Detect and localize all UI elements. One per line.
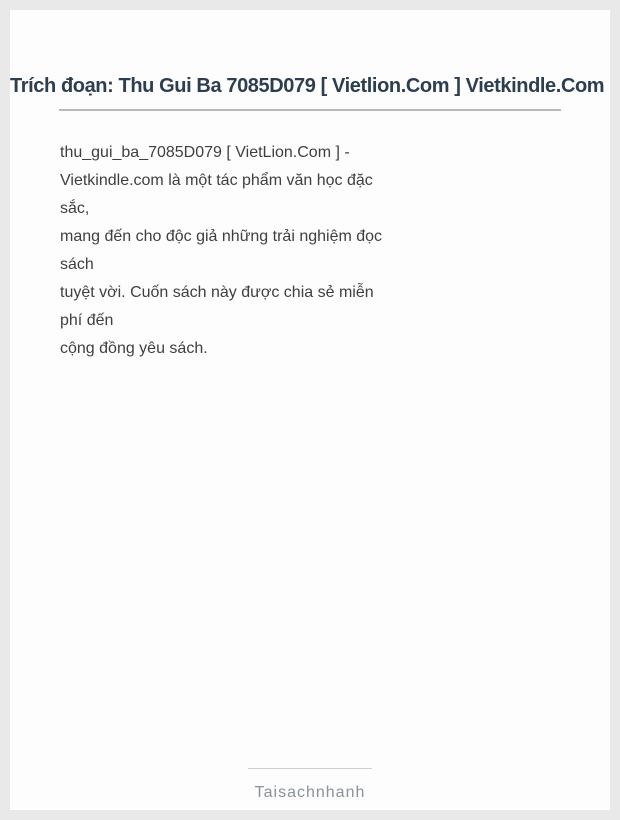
footer-divider xyxy=(248,768,372,769)
page-title: Trích đoạn: Thu Gui Ba 7085D079 [ Vietlion.Com ] Vietkindle.Com xyxy=(10,75,605,97)
excerpt-line: cộng đồng yêu sách. xyxy=(60,340,208,357)
excerpt-line: sách xyxy=(60,256,94,273)
content-card xyxy=(10,10,610,810)
excerpt-line: Vietkindle.com là một tác phẩm văn học đặc xyxy=(60,172,373,189)
excerpt-line: thu_gui_ba_7085D079 [ VietLion.Com ] - xyxy=(60,144,350,161)
title-divider xyxy=(59,109,561,111)
excerpt-line: sắc, xyxy=(60,200,90,217)
footer-brand: Taisachnhanh xyxy=(254,784,366,801)
excerpt-paragraph xyxy=(60,139,420,363)
excerpt-line: tuyệt vời. Cuốn sách này được chia sẻ miễn xyxy=(60,284,374,301)
excerpt-line: mang đến cho độc giả những trải nghiệm đọc xyxy=(60,228,383,245)
excerpt-line: phí đến xyxy=(60,312,114,329)
